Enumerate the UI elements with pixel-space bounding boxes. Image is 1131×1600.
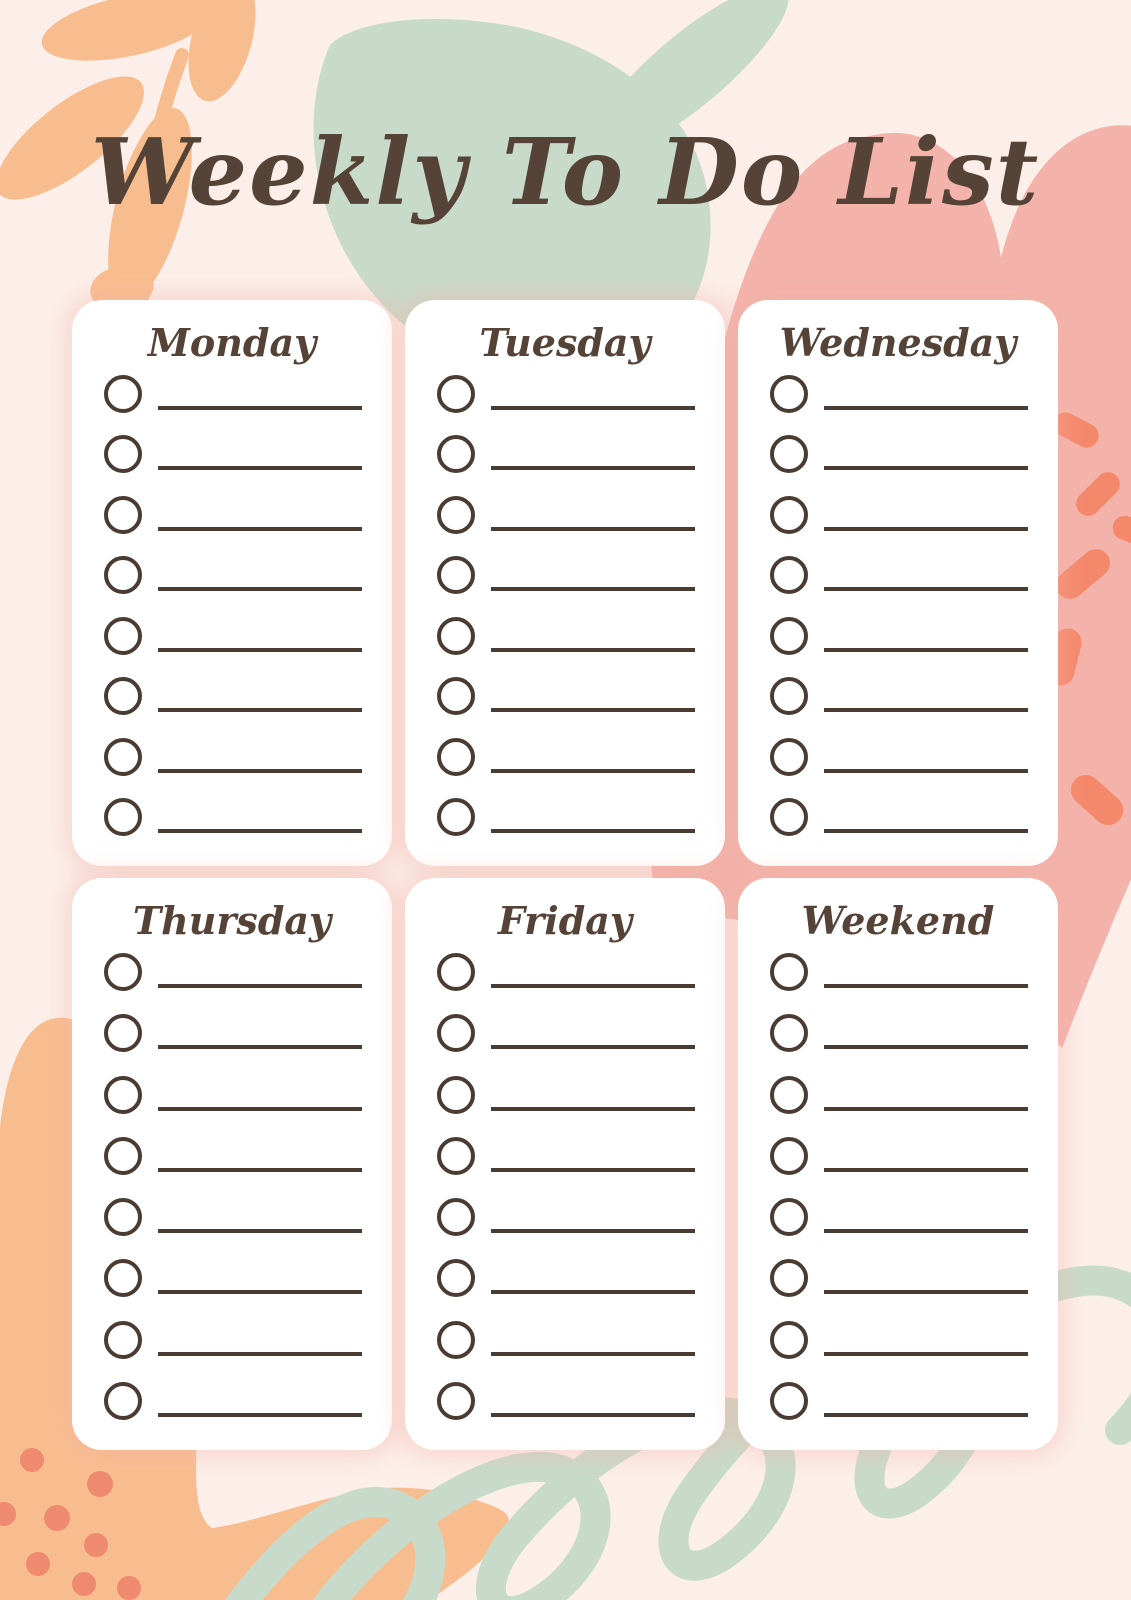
- task-row: [104, 617, 362, 655]
- task-row: [104, 738, 362, 776]
- task-row: [437, 496, 695, 534]
- page-title: Weekly To Do List: [90, 118, 1041, 226]
- task-checkbox-circle[interactable]: [437, 617, 475, 655]
- day-card: [738, 300, 1058, 866]
- task-write-line[interactable]: [824, 1045, 1028, 1049]
- task-row: [437, 677, 695, 715]
- task-row: [770, 1198, 1028, 1236]
- task-write-line[interactable]: [491, 1290, 695, 1294]
- task-row: [770, 617, 1028, 655]
- task-checkbox-circle[interactable]: [437, 1382, 475, 1420]
- task-write-line[interactable]: [158, 1290, 362, 1294]
- task-row: [104, 435, 362, 473]
- task-checkbox-circle[interactable]: [770, 953, 808, 991]
- task-checkbox-circle[interactable]: [770, 738, 808, 776]
- task-checkbox-circle[interactable]: [104, 1382, 142, 1420]
- task-rows: [72, 949, 392, 1450]
- task-checkbox-circle[interactable]: [104, 798, 142, 836]
- task-write-line[interactable]: [158, 708, 362, 712]
- task-write-line[interactable]: [491, 527, 695, 531]
- day-title: Monday: [147, 320, 317, 365]
- task-checkbox-circle[interactable]: [770, 375, 808, 413]
- task-checkbox-circle[interactable]: [104, 1137, 142, 1175]
- task-write-line[interactable]: [824, 466, 1028, 470]
- task-row: [770, 1321, 1028, 1359]
- task-row: [437, 435, 695, 473]
- task-row: [104, 496, 362, 534]
- task-checkbox-circle[interactable]: [437, 1076, 475, 1114]
- task-checkbox-circle[interactable]: [104, 953, 142, 991]
- task-write-line[interactable]: [491, 769, 695, 773]
- task-row: [104, 677, 362, 715]
- task-write-line[interactable]: [491, 1168, 695, 1172]
- task-row: [437, 1014, 695, 1052]
- task-write-line[interactable]: [824, 587, 1028, 591]
- task-checkbox-circle[interactable]: [437, 1321, 475, 1359]
- task-checkbox-circle[interactable]: [437, 375, 475, 413]
- task-checkbox-circle[interactable]: [437, 1014, 475, 1052]
- task-write-line[interactable]: [491, 648, 695, 652]
- task-checkbox-circle[interactable]: [770, 617, 808, 655]
- task-row: [104, 1382, 362, 1420]
- task-row: [770, 496, 1028, 534]
- task-write-line[interactable]: [158, 527, 362, 531]
- task-write-line[interactable]: [158, 1045, 362, 1049]
- day-title: Tuesday: [479, 320, 651, 365]
- task-checkbox-circle[interactable]: [437, 677, 475, 715]
- task-row: [770, 556, 1028, 594]
- day-card: [405, 300, 725, 866]
- task-row: [770, 375, 1028, 413]
- task-checkbox-circle[interactable]: [104, 1259, 142, 1297]
- task-write-line[interactable]: [158, 984, 362, 988]
- task-checkbox-circle[interactable]: [770, 1259, 808, 1297]
- task-write-line[interactable]: [824, 984, 1028, 988]
- task-row: [437, 375, 695, 413]
- day-cards-grid: [72, 300, 1058, 1450]
- day-title: Wednesday: [779, 320, 1017, 365]
- task-row: [104, 1137, 362, 1175]
- day-card: [738, 878, 1058, 1450]
- day-card: [72, 300, 392, 866]
- task-row: [104, 953, 362, 991]
- day-title: Weekend: [801, 898, 995, 943]
- task-row: [770, 1382, 1028, 1420]
- task-write-line[interactable]: [824, 527, 1028, 531]
- task-row: [437, 556, 695, 594]
- task-checkbox-circle[interactable]: [770, 1198, 808, 1236]
- task-write-line[interactable]: [158, 587, 362, 591]
- task-checkbox-circle[interactable]: [770, 1014, 808, 1052]
- task-row: [104, 375, 362, 413]
- task-checkbox-circle[interactable]: [104, 1076, 142, 1114]
- task-checkbox-circle[interactable]: [437, 1198, 475, 1236]
- task-write-line[interactable]: [158, 829, 362, 833]
- day-card: [405, 878, 725, 1450]
- task-checkbox-circle[interactable]: [770, 556, 808, 594]
- task-rows: [72, 371, 392, 866]
- task-checkbox-circle[interactable]: [437, 1137, 475, 1175]
- task-rows: [405, 371, 725, 866]
- task-checkbox-circle[interactable]: [104, 1321, 142, 1359]
- task-write-line[interactable]: [158, 1168, 362, 1172]
- task-row: [104, 1076, 362, 1114]
- task-write-line[interactable]: [491, 1229, 695, 1233]
- task-row: [437, 617, 695, 655]
- task-row: [104, 1321, 362, 1359]
- task-write-line[interactable]: [824, 1168, 1028, 1172]
- task-rows: [738, 949, 1058, 1450]
- task-write-line[interactable]: [491, 1107, 695, 1111]
- task-checkbox-circle[interactable]: [104, 496, 142, 534]
- task-row: [770, 1014, 1028, 1052]
- task-row: [104, 1198, 362, 1236]
- task-checkbox-circle[interactable]: [437, 556, 475, 594]
- task-checkbox-circle[interactable]: [437, 953, 475, 991]
- task-write-line[interactable]: [824, 1413, 1028, 1417]
- task-write-line[interactable]: [824, 708, 1028, 712]
- task-row: [770, 1259, 1028, 1297]
- task-write-line[interactable]: [491, 1413, 695, 1417]
- task-write-line[interactable]: [491, 406, 695, 410]
- task-row: [770, 1137, 1028, 1175]
- task-row: [437, 798, 695, 836]
- task-checkbox-circle[interactable]: [437, 435, 475, 473]
- task-write-line[interactable]: [158, 466, 362, 470]
- task-checkbox-circle[interactable]: [770, 1321, 808, 1359]
- task-row: [104, 556, 362, 594]
- task-checkbox-circle[interactable]: [104, 556, 142, 594]
- task-checkbox-circle[interactable]: [437, 496, 475, 534]
- task-row: [437, 953, 695, 991]
- task-write-line[interactable]: [158, 1413, 362, 1417]
- task-row: [437, 1076, 695, 1114]
- task-row: [770, 798, 1028, 836]
- task-write-line[interactable]: [824, 769, 1028, 773]
- task-checkbox-circle[interactable]: [104, 435, 142, 473]
- task-row: [770, 677, 1028, 715]
- task-row: [104, 1259, 362, 1297]
- task-write-line[interactable]: [491, 466, 695, 470]
- task-row: [437, 1198, 695, 1236]
- task-row: [770, 953, 1028, 991]
- task-write-line[interactable]: [491, 587, 695, 591]
- task-checkbox-circle[interactable]: [770, 435, 808, 473]
- task-write-line[interactable]: [158, 406, 362, 410]
- task-checkbox-circle[interactable]: [770, 1076, 808, 1114]
- task-write-line[interactable]: [491, 708, 695, 712]
- task-row: [104, 1014, 362, 1052]
- task-write-line[interactable]: [824, 1107, 1028, 1111]
- task-row: [437, 1259, 695, 1297]
- task-checkbox-circle[interactable]: [770, 677, 808, 715]
- task-rows: [405, 949, 725, 1450]
- task-row: [437, 1321, 695, 1359]
- task-row: [770, 738, 1028, 776]
- task-write-line[interactable]: [491, 829, 695, 833]
- day-title: Thursday: [132, 898, 332, 943]
- task-write-line[interactable]: [491, 984, 695, 988]
- task-checkbox-circle[interactable]: [437, 798, 475, 836]
- task-rows: [738, 371, 1058, 866]
- task-row: [437, 738, 695, 776]
- task-checkbox-circle[interactable]: [104, 617, 142, 655]
- task-write-line[interactable]: [824, 829, 1028, 833]
- task-row: [437, 1137, 695, 1175]
- task-checkbox-circle[interactable]: [437, 738, 475, 776]
- task-checkbox-circle[interactable]: [770, 1382, 808, 1420]
- task-row: [770, 435, 1028, 473]
- task-row: [770, 1076, 1028, 1114]
- task-write-line[interactable]: [824, 648, 1028, 652]
- task-write-line[interactable]: [824, 1352, 1028, 1356]
- task-write-line[interactable]: [158, 769, 362, 773]
- task-write-line[interactable]: [158, 648, 362, 652]
- task-checkbox-circle[interactable]: [104, 1014, 142, 1052]
- task-write-line[interactable]: [491, 1352, 695, 1356]
- task-write-line[interactable]: [824, 1290, 1028, 1294]
- day-title: Friday: [497, 898, 633, 943]
- task-checkbox-circle[interactable]: [770, 1137, 808, 1175]
- task-write-line[interactable]: [158, 1229, 362, 1233]
- task-checkbox-circle[interactable]: [104, 738, 142, 776]
- task-write-line[interactable]: [491, 1045, 695, 1049]
- task-checkbox-circle[interactable]: [770, 496, 808, 534]
- task-write-line[interactable]: [824, 1229, 1028, 1233]
- task-row: [437, 1382, 695, 1420]
- task-checkbox-circle[interactable]: [437, 1259, 475, 1297]
- task-write-line[interactable]: [824, 406, 1028, 410]
- task-checkbox-circle[interactable]: [104, 1198, 142, 1236]
- task-write-line[interactable]: [158, 1352, 362, 1356]
- task-write-line[interactable]: [158, 1107, 362, 1111]
- day-card: [72, 878, 392, 1450]
- task-row: [104, 798, 362, 836]
- task-checkbox-circle[interactable]: [104, 677, 142, 715]
- task-checkbox-circle[interactable]: [104, 375, 142, 413]
- task-checkbox-circle[interactable]: [770, 798, 808, 836]
